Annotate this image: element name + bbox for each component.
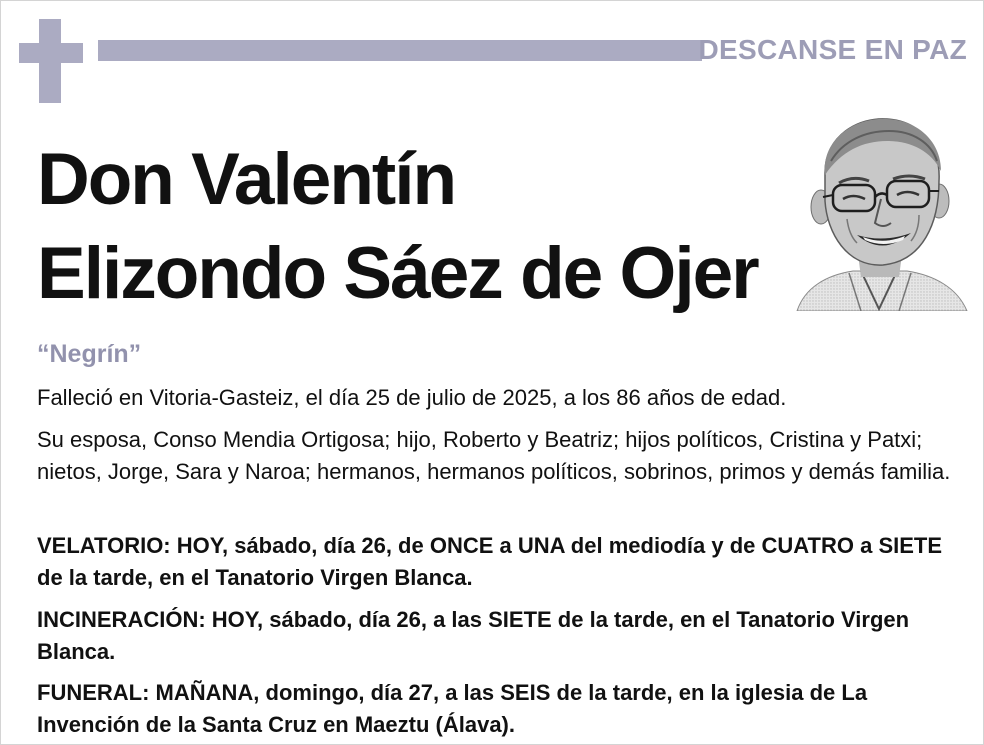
wake-info: VELATORIO: HOY, sábado, día 26, de ONCE a UNA del mediodía y de CUATRO a SIETE de la tarde, en el Tanatorio Virgen Blanca. xyxy=(37,533,943,590)
death-notice: Falleció en Vitoria-Gasteiz, el día 25 de julio de 2025, a los 86 años de edad. xyxy=(37,385,787,410)
cremation-info: INCINERACIÓN: HOY, sábado, día 26, a las SIETE de la tarde, en el Tanatorio Virgen Blanca. xyxy=(37,607,910,664)
header-label: DESCANSE EN PAZ xyxy=(698,34,967,65)
nickname: “Negrín” xyxy=(37,340,142,368)
cross-icon xyxy=(19,19,83,103)
header-rule xyxy=(98,40,702,61)
deceased-name xyxy=(37,133,758,321)
portrait-photo xyxy=(791,111,969,311)
funeral-info: FUNERAL: MAÑANA, domingo, día 27, a las SEIS de la tarde, en la iglesia de La Invención de la Santa Cruz en Maeztu (Álava). xyxy=(37,680,868,737)
name-line-1: Don Valentín xyxy=(37,139,456,220)
family-list: Su esposa, Conso Mendia Ortigosa; hijo, Roberto y Beatriz; hijos políticos, Cristina y Patxi; nietos, Jorge, Sara y Naroa; hermanos, hermanos políticos, sobrinos, primos y demás familia. xyxy=(37,427,951,484)
name-line-2: Elizondo Sáez de Ojer xyxy=(37,233,758,314)
